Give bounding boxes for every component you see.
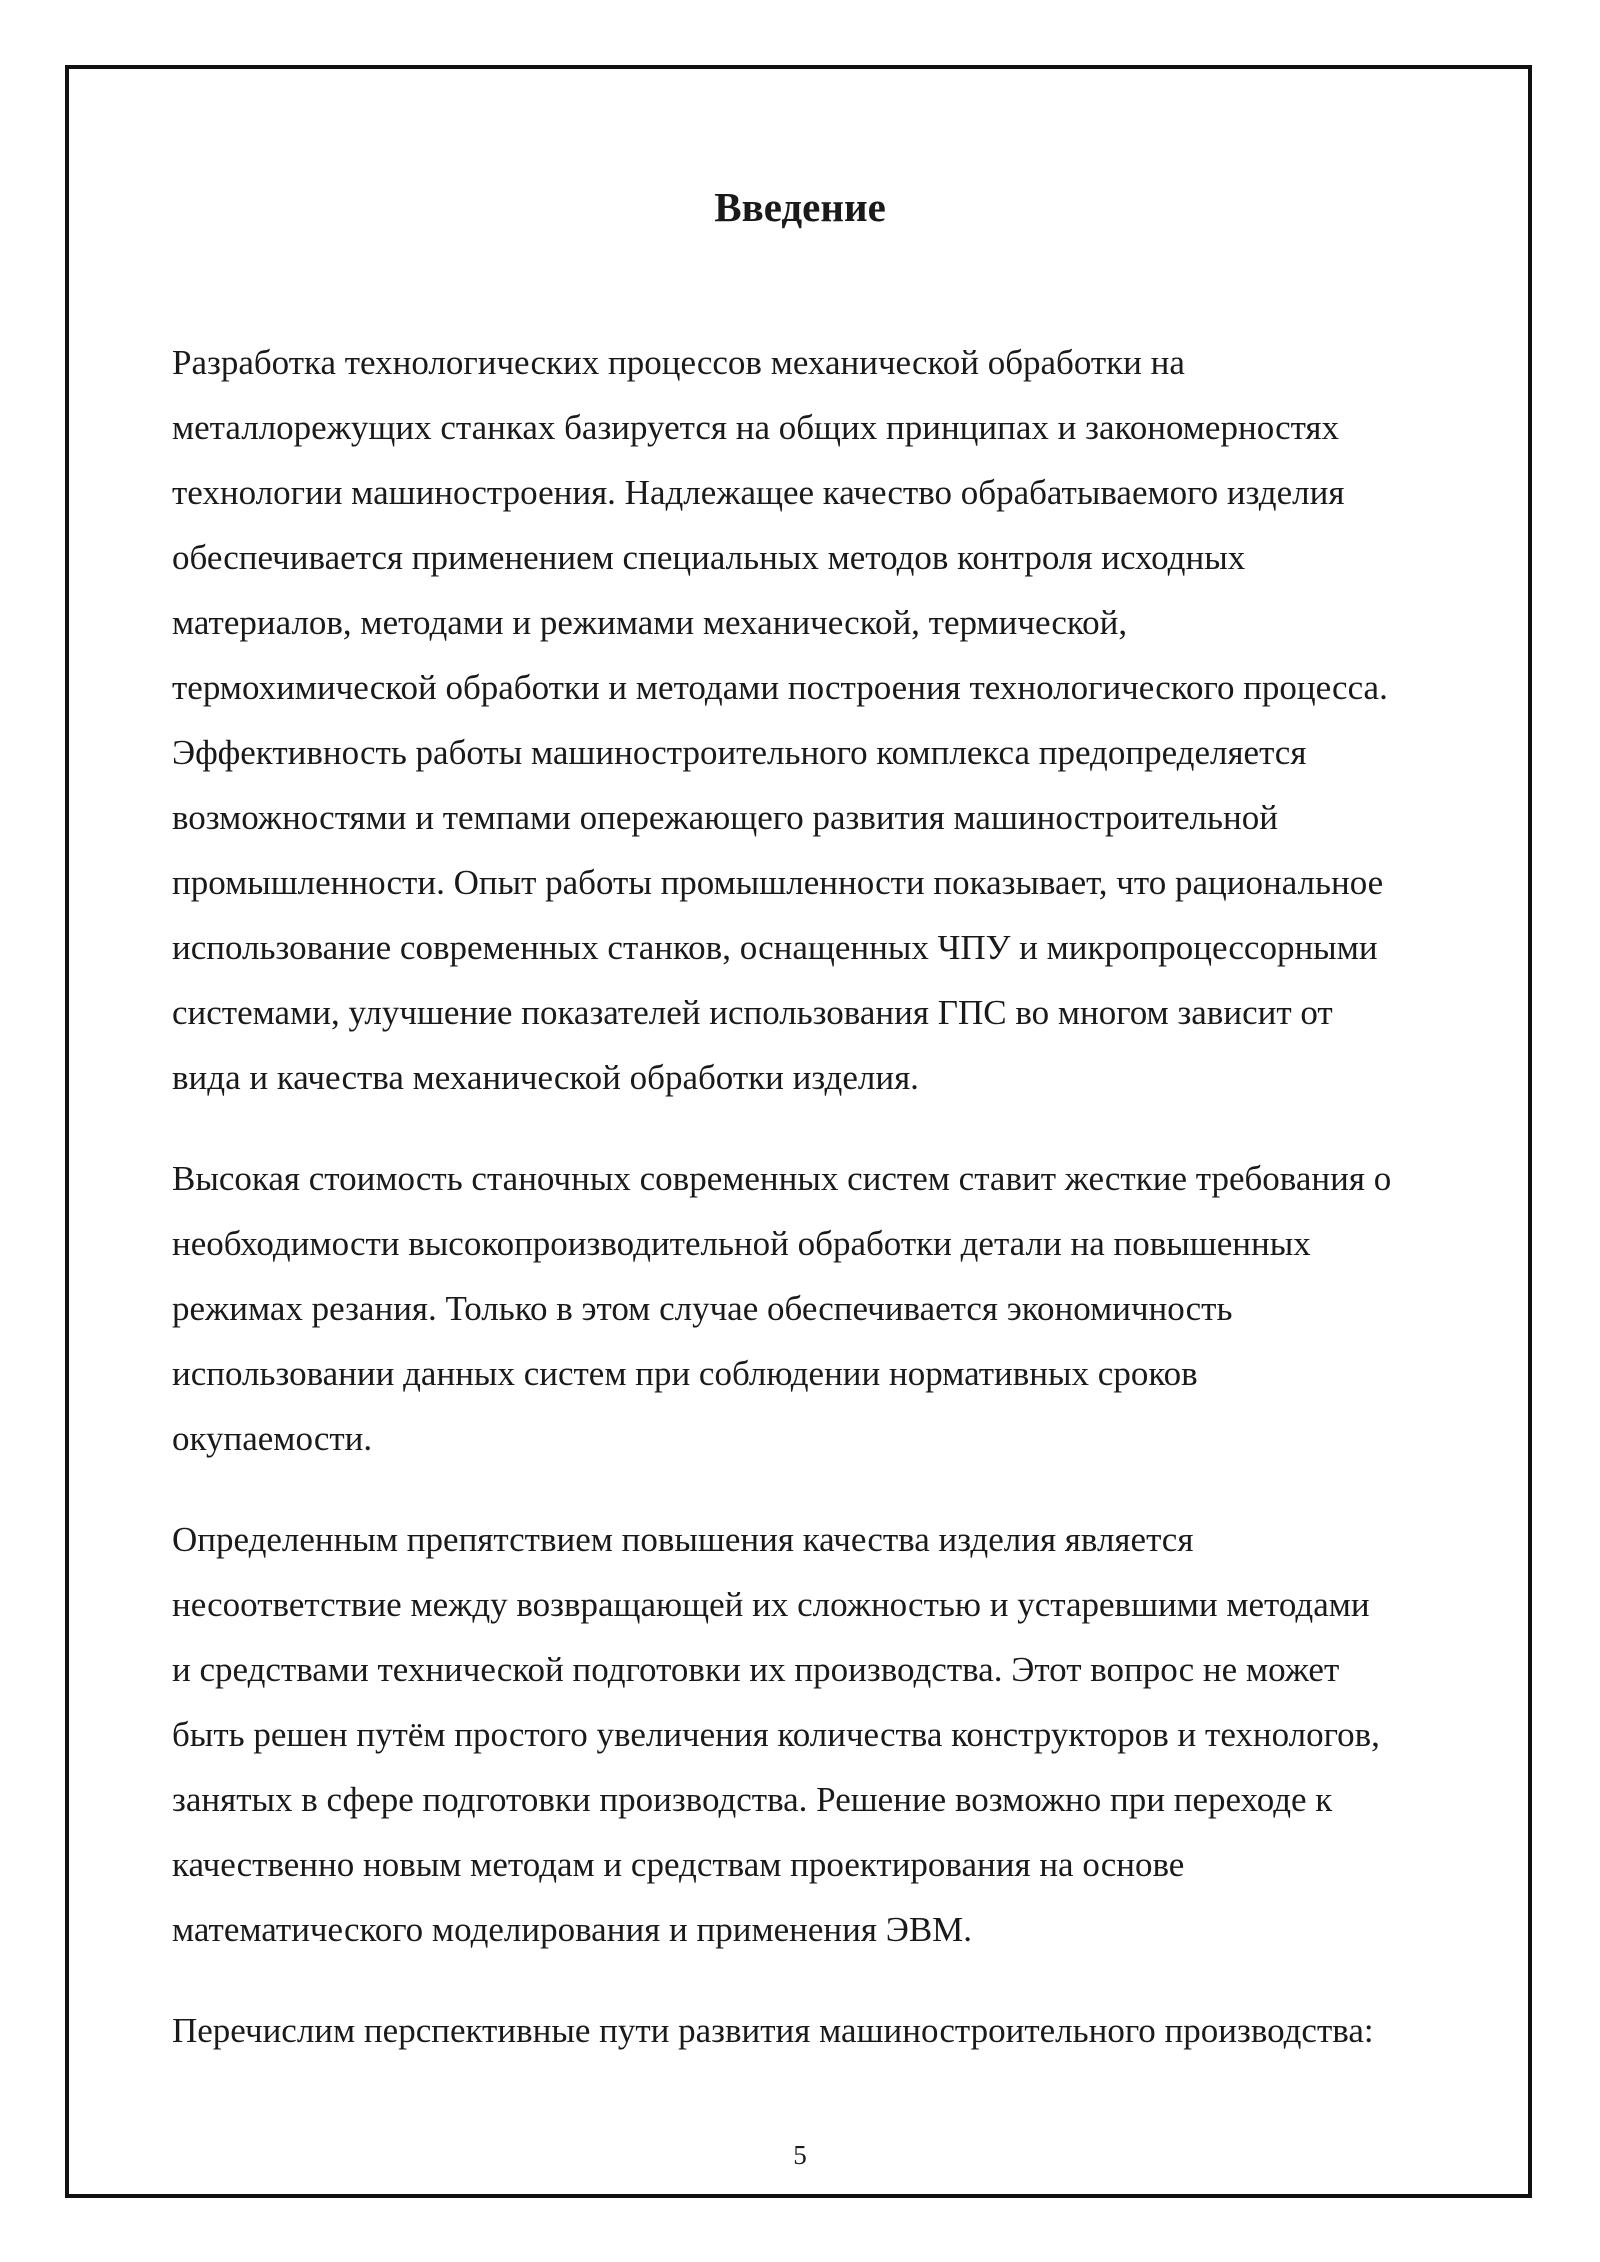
text-line: окупаемости. (172, 1419, 373, 1458)
text-line: Эффективность работы машиностроительного комплекса предопределяется (172, 733, 1307, 772)
text-line: промышленности. Опыт работы промышленности показывает, что рациональное (172, 863, 1384, 902)
text-line: Перечислим перспективные пути развития машиностроительного производства: (172, 2011, 1374, 2050)
text-line: Высокая стоимость станочных современных систем ставит жесткие требования о (172, 1159, 1392, 1198)
text-line: металлорежущих станках базируется на общих принципах и закономерностях (172, 408, 1340, 447)
text-line: занятых в сфере подготовки производства. Решение возможно при переходе к (172, 1780, 1333, 1819)
page-title: Введение (714, 184, 886, 230)
text-line: использовании данных систем при соблюдении нормативных сроков (172, 1354, 1198, 1393)
text-line: технологии машиностроения. Надлежащее качество обрабатываемого изделия (172, 473, 1345, 512)
text-line: возможностями и темпами опережающего развития машиностроительной (172, 798, 1278, 837)
text-line: необходимости высокопроизводительной обработки детали на повышенных (172, 1224, 1311, 1263)
text-line: и средствами технической подготовки их производства. Этот вопрос не может (172, 1650, 1340, 1689)
text-line: термохимической обработки и методами построения технологического процесса. (172, 668, 1388, 707)
paragraph-4 (172, 1998, 1512, 2063)
text-line: несоответствие между возвращающей их сложностью и устаревшими методами (172, 1585, 1370, 1624)
paragraph-3 (172, 1507, 1512, 1962)
page-number: 5 (793, 2140, 807, 2170)
text-line: качественно новым методам и средствам проектирования на основе (172, 1845, 1185, 1884)
text-line: математического моделирования и применения ЭВМ. (172, 1910, 973, 1949)
text-line: материалов, методами и режимами механической, термической, (172, 603, 1128, 642)
text-line: вида и качества механической обработки изделия. (172, 1058, 919, 1097)
text-line: быть решен путём простого увеличения количества конструкторов и технологов, (172, 1715, 1380, 1754)
text-line: системами, улучшение показателей использования ГПС во многом зависит от (172, 993, 1333, 1032)
paragraph-1 (172, 330, 1512, 1110)
text-line: обеспечивается применением специальных методов контроля исходных (172, 538, 1246, 577)
text-line: Определенным препятствием повышения качества изделия является (172, 1520, 1194, 1559)
text-line: использование современных станков, оснащенных ЧПУ и микропроцессорными (172, 928, 1378, 967)
document-body (172, 330, 1512, 2063)
paragraph-2 (172, 1146, 1512, 1471)
text-line: Разработка технологических процессов механической обработки на (172, 343, 1185, 382)
text-line: режимах резания. Только в этом случае обеспечивается экономичность (172, 1289, 1233, 1328)
